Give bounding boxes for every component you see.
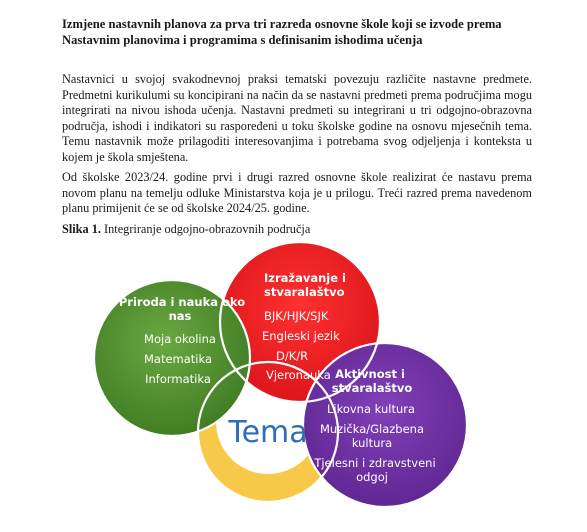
green-item-2: Matematika <box>143 352 213 366</box>
caption-label: Slika 1. <box>62 222 101 236</box>
purple-item-2: Muzička/Glazbena <box>319 422 425 436</box>
paragraph-2: Od školske 2023/24. godine prvi i drugi razred osnovne škole realizirat će nastavu prema novom planu na temelju odluke Ministarstva koja je u prilogu. Treći razred prema navedenom planu primijenit će se od školske 2024/25. godine. <box>62 170 532 216</box>
red-title-line-2: stvaralaštvo <box>264 285 345 299</box>
red-item-3: D/K/R <box>276 349 309 363</box>
purple-item-5: odgoj <box>356 470 388 484</box>
caption-text: Integriranje odgojno-obrazovnih područja <box>104 222 311 236</box>
title-line-1: Izmjene nastavnih planova za prva tri razreda osnovne škole koji se izvode prema <box>62 17 502 31</box>
purple-item-3: kultura <box>351 436 393 450</box>
green-title-line-2: nas <box>168 309 192 323</box>
paragraph-1: Nastavnici u svojoj svakodnevnoj praksi tematski povezuju različite nastavne predmete. Predmetni kurikulumi su koncipirani na način da se nastavni predmeti prema područjima mogu integrirati na nivou ishoda učenja. Nastavni predmeti su integrirani u tri odgojno-obrazovna područja, ishodi i indikatori su raspoređeni u toku školske godine na osnovu mjesečnih tema. Temu nastavnik može prilagoditi interesovanjima i potrebama svog odjeljenja i konteksta u kojem je škola smještena. <box>62 72 532 164</box>
center-label: Tema <box>228 415 308 450</box>
title-line-2: Nastavnim planovima i programima s definisanim ishodima učenja <box>62 33 423 47</box>
purple-title-line-1: Aktivnost i <box>335 367 405 381</box>
red-item-2: Engleski jezik <box>262 329 340 343</box>
red-title-line-1: Izražavanje i <box>264 271 346 285</box>
red-item-1: BJK/HJK/SJK <box>264 309 329 323</box>
green-item-3: Informatika <box>145 372 211 386</box>
red-item-4: Vjeronauka <box>266 368 331 382</box>
purple-title-line-2: stvaralaštvo <box>331 381 413 395</box>
purple-item-1: Likovna kultura <box>326 402 416 416</box>
purple-item-4: Tjelesni i zdravstveni <box>314 456 436 470</box>
green-title-line-1: Priroda i nauka oko <box>118 295 246 309</box>
green-item-1: Moja okolina <box>144 332 216 346</box>
